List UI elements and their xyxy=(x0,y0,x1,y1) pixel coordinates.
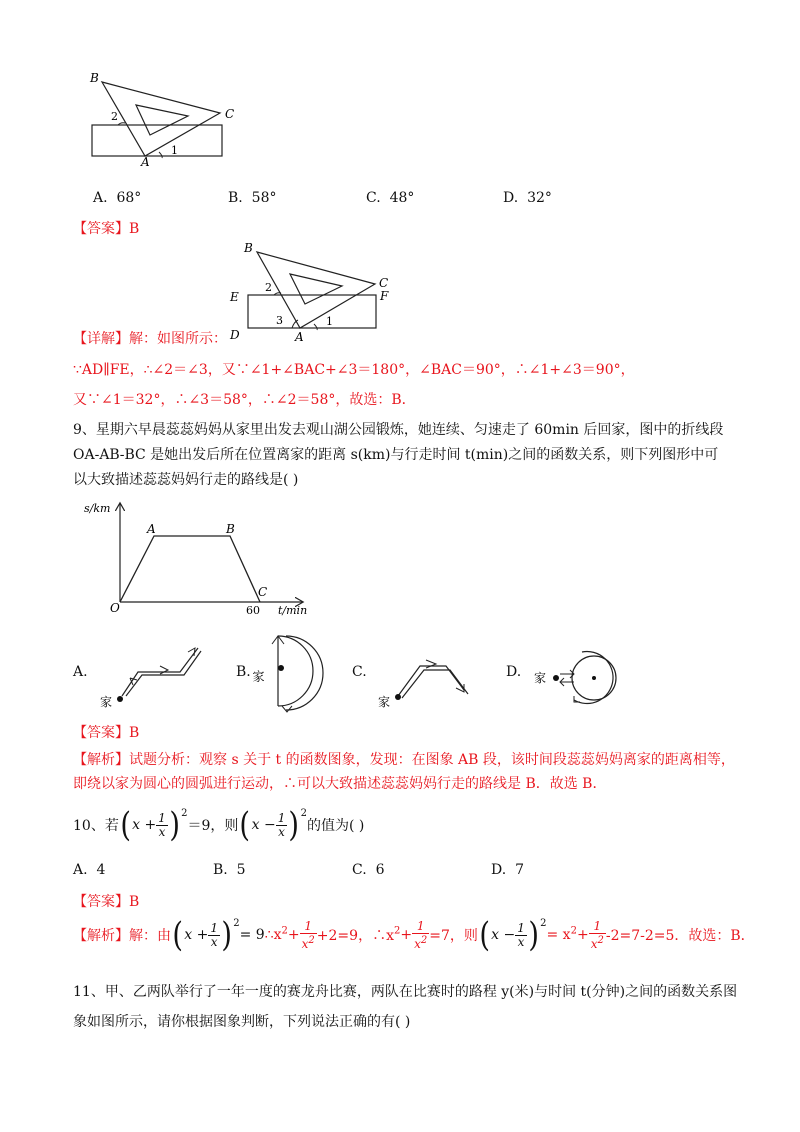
triangle-inner xyxy=(136,105,188,135)
q11-line-1: 11、甲、乙两队举行了一年一度的赛龙舟比赛，两队在比赛时的路程 y(米)与时间 t(分钟)之间的函数关系图 xyxy=(73,984,738,1000)
q9-answer: 【答案】B xyxy=(73,725,140,741)
svg-text:家: 家 xyxy=(251,670,265,682)
ruler-rect xyxy=(92,125,222,156)
x-axis-label: t/min xyxy=(278,604,308,617)
q10-option-c[interactable]: C. 6 xyxy=(352,862,385,878)
q8-option-b[interactable]: B. 58° xyxy=(228,190,277,206)
q8-figure-1 xyxy=(85,68,245,168)
label-d2: D xyxy=(230,328,240,342)
label-f2: F xyxy=(380,289,389,303)
q10-answer: 【答案】B xyxy=(73,894,140,910)
q8-detail-line-2: 又∵∠1＝32°，∴∠3＝58°，∴∠2＝58°，故选：B． xyxy=(73,392,416,408)
q10-question: 10、若(x + $\frac{1}{x}$ )$^2$＝9，则(x − $\frac{1}{x}$ )$^2$的值为( ) xyxy=(73,805,365,845)
origin-label: O xyxy=(110,601,120,615)
q10-option-b[interactable]: B. 5 xyxy=(213,862,246,878)
label-c2: C xyxy=(379,276,389,290)
label-c: C xyxy=(225,107,235,121)
triangle-outer xyxy=(102,82,220,156)
y-axis-label: s/km xyxy=(84,502,111,515)
point-b-label: B xyxy=(226,522,235,536)
q8-detail: 【详解】解：如图所示： xyxy=(73,331,227,347)
q9-option-a-key[interactable]: A. xyxy=(73,664,88,680)
q8-option-a[interactable]: A. 68° xyxy=(93,190,142,206)
svg-text:家: 家 xyxy=(378,695,391,709)
q9-graph xyxy=(80,496,350,624)
q9-line-2: OA‐AB‐BC 是她出发后所在位置离家的距离 s(km)与行走时间 t(min)之间的函数关系，则下列图形中可 xyxy=(73,447,719,463)
q11-line-2: 象如图所示，请你根据图象判断，下列说法正确的有( ) xyxy=(73,1014,411,1030)
q8-answer: 【答案】B xyxy=(73,221,140,237)
q8-option-d[interactable]: D. 32° xyxy=(503,190,552,206)
label-b: B xyxy=(90,71,99,85)
q9-analysis-2: 即绕以家为圆心的圆弧进行运动，∴可以大致描述蕊蕊妈妈行走的路线是 B．故选 B． xyxy=(73,776,607,792)
label-1b: 1 xyxy=(326,315,333,328)
q9-option-b-key[interactable]: B. xyxy=(236,664,251,680)
q9-option-c-key[interactable]: C. xyxy=(352,664,367,680)
q9-option-c-figure[interactable] xyxy=(378,650,478,710)
label-a2: A xyxy=(295,330,304,344)
q8-detail-line-1: ∵AD∥FE，∴∠2＝∠3，又∵∠1+∠BAC+∠3＝180°，∠BAC＝90°，∴∠1+∠3＝90°， xyxy=(73,362,635,378)
label-1: 1 xyxy=(171,144,178,157)
label-e2: E xyxy=(230,290,239,304)
point-a-label: A xyxy=(147,522,156,536)
triangle-inner-2 xyxy=(290,274,342,304)
triangle-outer-2 xyxy=(257,252,375,328)
label-2b: 2 xyxy=(265,281,272,294)
q9-option-d-figure[interactable] xyxy=(530,650,630,710)
label-b2: B xyxy=(244,241,253,255)
point-c-label: C xyxy=(258,585,268,599)
label-2: 2 xyxy=(111,110,118,123)
q10-option-d[interactable]: D. 7 xyxy=(491,862,525,878)
q9-option-a-figure[interactable] xyxy=(100,638,210,710)
angle-arc-1b xyxy=(314,324,317,330)
q8-option-c[interactable]: C. 48° xyxy=(366,190,415,206)
q9-option-b-figure[interactable] xyxy=(251,630,326,724)
tick-60: 60 xyxy=(246,604,260,617)
q9-line-1: 9、星期六早晨蕊蕊妈妈从家里出发去观山湖公园锻炼，她连续、匀速走了 60min 后回家，图中的折线段 xyxy=(73,422,724,438)
svg-text:家: 家 xyxy=(100,695,113,709)
q10-analysis: 【解析】解：由(x + $\frac{1}{x}$ )$^2= 9\therefore x^2+$ $\frac{1}{x^2}$ +2=9，$\therefore x^2+$ $\frac{1}{x^2}$ =7，则(x − $\frac{1}{x}$ )$^2= x^2+$ $\frac{1}{x^2}$ -2=7-2=5．故选：B． xyxy=(73,915,755,955)
graph-polyline xyxy=(120,536,260,602)
label-3b: 3 xyxy=(276,314,283,327)
q9-analysis-1: 【解析】试题分析：观察 s 关于 t 的函数图象，发现：在图象 AB 段，该时间段蕊蕊妈妈离家的距离相等， xyxy=(73,752,735,768)
q9-option-d-key[interactable]: D. xyxy=(506,664,522,680)
q8-figure-2 xyxy=(228,240,398,344)
label-a: A xyxy=(141,155,150,169)
q9-line-3: 以大致描述蕊蕊妈妈行走的路线是( ) xyxy=(73,472,299,488)
q10-option-a[interactable]: A. 4 xyxy=(73,862,106,878)
angle-arc-1 xyxy=(159,152,162,158)
svg-text:家: 家 xyxy=(534,671,547,685)
